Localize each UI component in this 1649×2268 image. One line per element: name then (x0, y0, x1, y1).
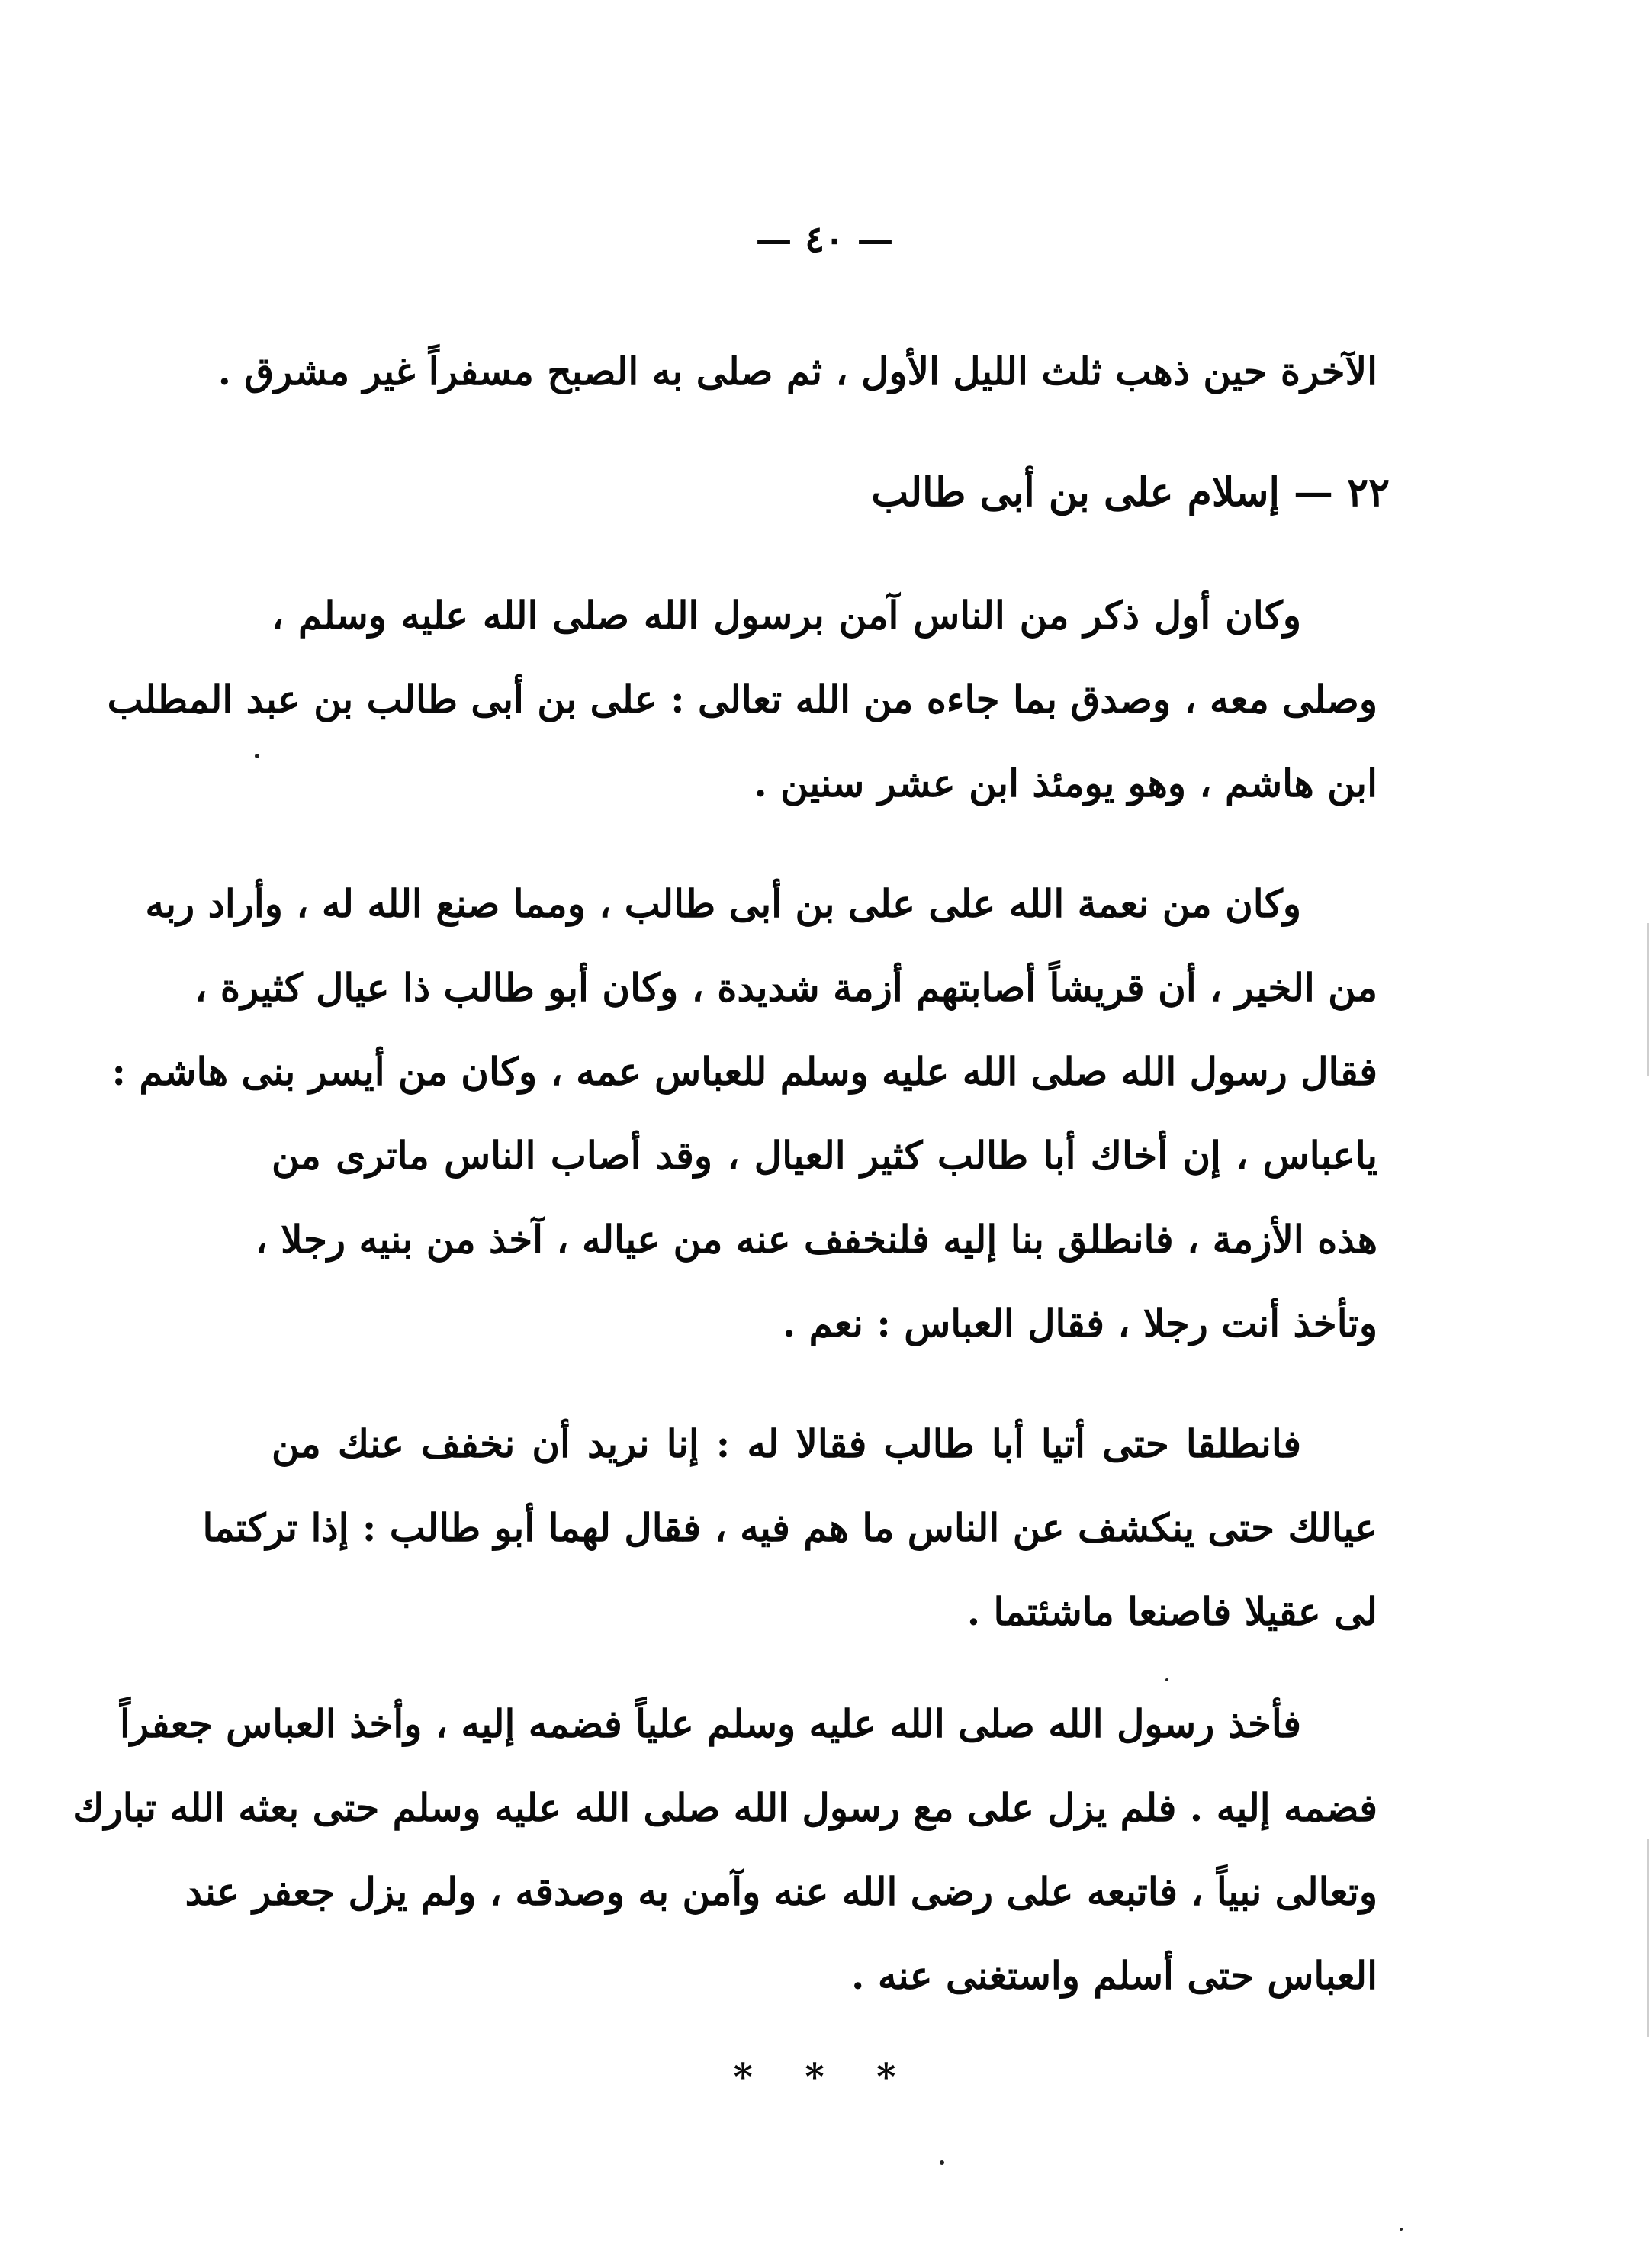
text-line: لى عقيلا فاصنعا ماشئتما . (966, 1589, 1377, 1634)
text-line: فانطلقا حتى أتيا أبا طالب فقالا له : إنا نريد أن نخفف عنك من (272, 1421, 1301, 1466)
text-line: وتأخذ أنت رجلا ، فقال العباس : نعم . (782, 1301, 1377, 1346)
text-line: وتعالى نبياً ، فاتبعه على رضى الله عنه وآمن به وصدقه ، ولم يزل جعفر عند (185, 1869, 1377, 1914)
text-line: عيالك حتى ينكشف عن الناس ما هم فيه ، فقال لهما أبو طالب : إذا تركتما (202, 1505, 1377, 1550)
text-line: وصلى معه ، وصدق بما جاءه من الله تعالى : على بن أبى طالب بن عبد المطلب (107, 677, 1377, 722)
text-line: وكان أول ذكر من الناس آمن برسول الله صلى الله عليه وسلم ، (272, 593, 1301, 638)
text-line: الآخرة حين ذهب ثلث الليل الأول ، ثم صلى به الصبح مسفراً غير مشرق . (217, 349, 1377, 394)
text-line: من الخير ، أن قريشاً أصابتهم أزمة شديدة ، وكان أبو طالب ذا عيال كثيرة ، (194, 965, 1377, 1010)
text-line: فقال رسول الله صلى الله عليه وسلم للعباس عمه ، وكان من أيسر بنى هاشم : (111, 1049, 1377, 1094)
text-line: ابن هاشم ، وهو يومئذ ابن عشر سنين . (754, 761, 1377, 806)
paragraph (72, 1682, 1377, 2018)
paragraph (202, 1402, 1377, 1654)
paragraph (107, 574, 1377, 825)
text-line: وكان من نعمة الله على على بن أبى طالب ، ومما صنع الله له ، وأراد ربه (145, 881, 1301, 926)
text-line: فضمه إليه . فلم يزل على مع رسول الله صلى الله عليه وسلم حتى بعثه الله تبارك (72, 1785, 1377, 1830)
text-line: العباس حتى أسلم واستغنى عنه . (851, 1953, 1377, 1998)
text-line: فأخذ رسول الله صلى الله عليه وسلم علياً فضمه إليه ، وأخذ العباس جعفراً (119, 1701, 1301, 1746)
scan-speck (1165, 1678, 1168, 1681)
scan-speck (255, 754, 259, 758)
paragraph (111, 862, 1377, 1366)
text-line: ياعباس ، إن أخاك أبا طالب كثير العيال ، وقد أصاب الناس ماترى من (272, 1133, 1377, 1178)
scan-speck (1400, 2228, 1403, 2231)
scan-speck (940, 2160, 944, 2165)
page-number: — ٤٠ — (755, 218, 894, 261)
section-ornament: * * * (733, 2056, 916, 2099)
paragraph-continuation (217, 330, 1377, 413)
text-line: هذه الأزمة ، فانطلق بنا إليه فلنخفف عنه من عياله ، آخذ من بنيه رجلا ، (255, 1217, 1377, 1262)
section-heading: ٢٢ — إسلام على بن أبى طالب (871, 469, 1390, 516)
